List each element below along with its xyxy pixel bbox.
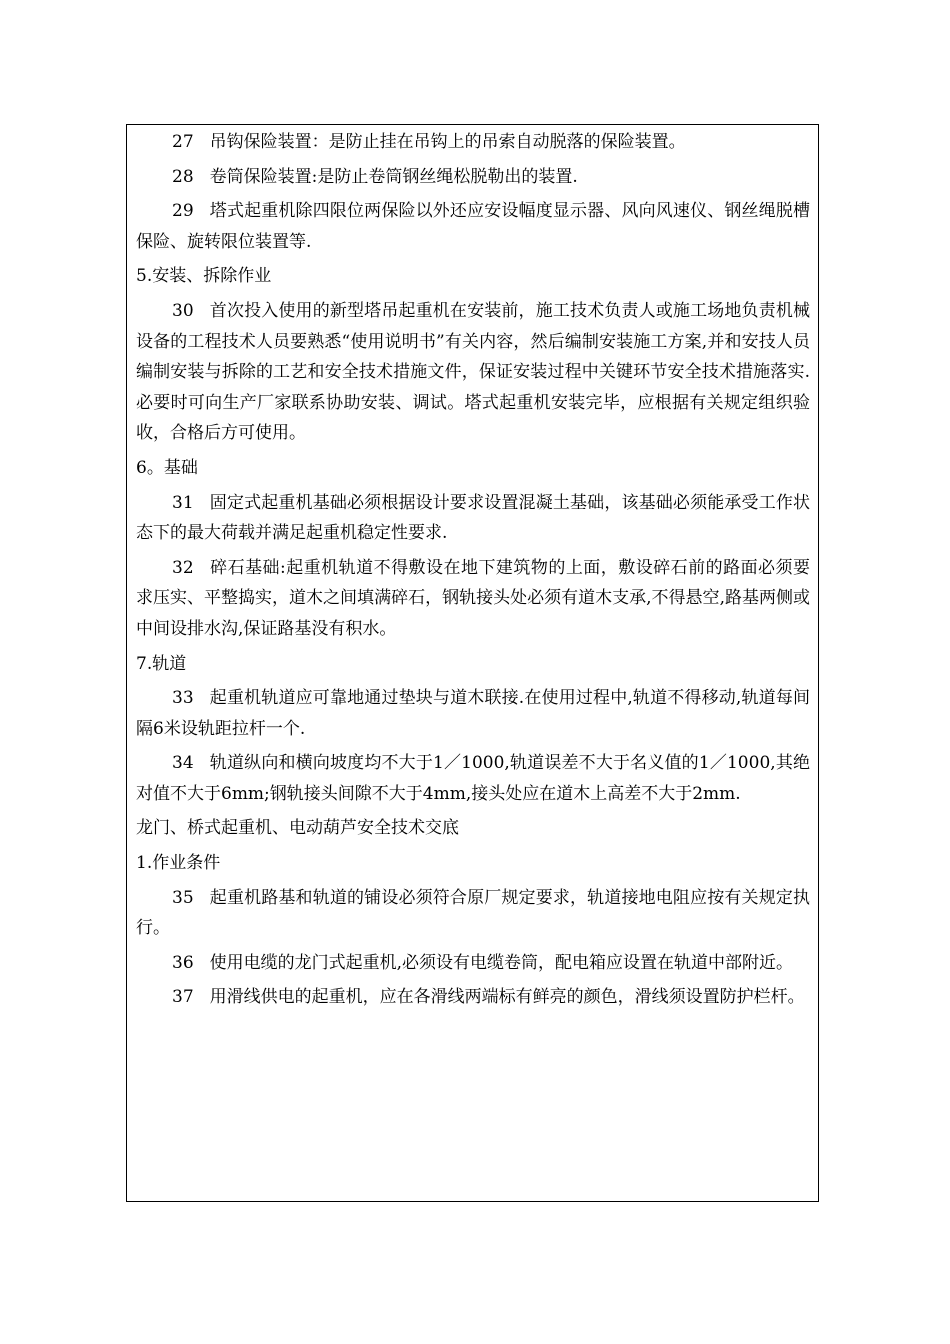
item-number: 29	[172, 201, 194, 222]
item-number: 28	[172, 166, 194, 187]
paragraph-36	[136, 948, 810, 979]
item-text: 起重机轨道应可靠地通过垫块与道木联接.在使用过程中,轨道不得移动,轨道每间隔6米设轨距拉杆一个.	[136, 688, 810, 739]
document-body	[136, 127, 810, 1017]
paragraph-28	[136, 162, 810, 193]
paragraph-33	[136, 683, 810, 744]
section-heading-track: 7.轨道	[136, 653, 187, 674]
paragraph-29	[136, 196, 810, 257]
paragraph-31	[136, 488, 810, 549]
item-number: 34	[172, 753, 194, 774]
item-number: 27	[172, 132, 194, 152]
item-number: 30	[172, 300, 194, 321]
item-text: 起重机路基和轨道的铺设必须符合原厂规定要求，轨道接地电阻应按有关规定执行。	[136, 887, 810, 939]
paragraph-27	[136, 127, 810, 158]
item-text: 用滑线供电的起重机，应在各滑线两端标有鲜亮的颜色，滑线须设置防护栏杆。	[209, 987, 805, 1008]
section-heading-conditions: 1.作业条件	[136, 853, 221, 874]
document-subtitle: 龙门、桥式起重机、电动葫芦安全技术交底	[136, 818, 459, 839]
item-text: 卷筒保险装置:是防止卷筒钢丝绳松脱勒出的装置.	[209, 166, 578, 187]
item-number: 35	[172, 887, 194, 908]
item-text: 轨道纵向和横向坡度均不大于1／1000,轨道误差不大于名义值的1／1000,其绝对值不大于6mm;钢轨接头间隙不大于4mm,接头处应在道木上高差不大于2mm.	[136, 753, 810, 804]
paragraph-37	[136, 982, 810, 1013]
paragraph-35	[136, 883, 810, 944]
item-number: 36	[172, 952, 194, 973]
paragraph-32	[136, 553, 810, 645]
item-text: 使用电缆的龙门式起重机,必须设有电缆卷筒，配电箱应设置在轨道中部附近。	[209, 952, 794, 973]
document-frame	[126, 124, 819, 1202]
paragraph-30	[136, 296, 810, 449]
item-text: 首次投入使用的新型塔吊起重机在安装前，施工技术负责人或施工场地负责机械设备的工程技术人员要熟悉“使用说明书”有关内容，然后编制安装施工方案,并和安技人员编制安装与拆除的工艺和安全技术措施文件，保证安装过程中关键环节安全技术措施落实.必要时可向生产厂家联系协助安装、调试。塔式起重机安装完毕，应根据有关规定组织验收，合格后方可使用。	[136, 300, 810, 444]
item-text: 塔式起重机除四限位两保险以外还应安设幅度显示器、风向风速仪、钢丝绳脱槽保险、旋转限位装置等.	[136, 201, 810, 252]
section-heading-foundation: 6。基础	[136, 457, 198, 478]
item-number: 32	[172, 557, 194, 578]
paragraph-34	[136, 748, 810, 809]
item-text: 固定式起重机基础必须根据设计要求设置混凝土基础，该基础必须能承受工作状态下的最大荷载并满足起重机稳定性要求.	[136, 492, 810, 544]
item-number: 31	[172, 492, 194, 513]
item-text: 碎石基础:起重机轨道不得敷设在地下建筑物的上面，敷设碎石前的路面必须要求压实、平整捣实，道木之间填满碎石，钢轨接头处必须有道木支承,不得悬空,路基两侧或中间设排水沟,保证路基没有积水。	[136, 557, 810, 639]
item-text: 吊钩保险装置：是防止挂在吊钩上的吊索自动脱落的保险装置。	[209, 132, 686, 152]
section-heading-installation: 5.安装、拆除作业	[136, 266, 272, 287]
item-number: 37	[172, 987, 194, 1008]
item-number: 33	[172, 688, 194, 709]
